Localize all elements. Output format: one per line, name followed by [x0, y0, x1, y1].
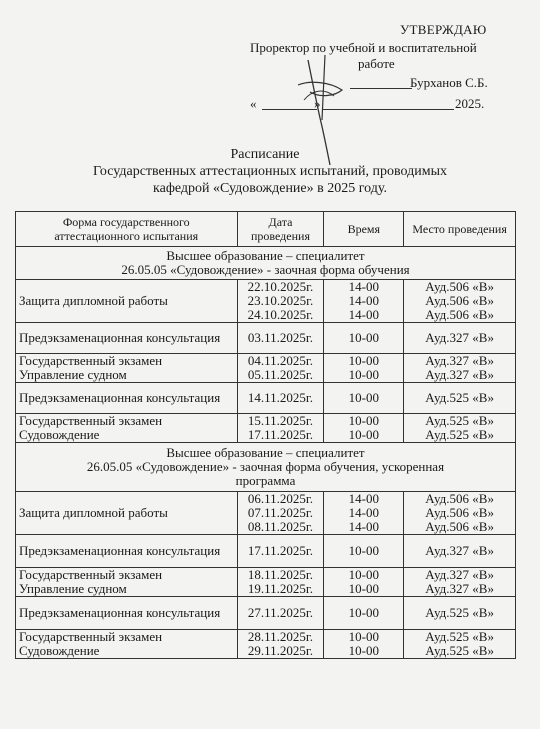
date-cell: 22.10.2025г. — [247, 279, 314, 294]
time-cell: 10-00 — [324, 323, 404, 354]
time-cell: 10-00 — [348, 581, 379, 596]
exam-label: Государственный экзамен — [19, 353, 163, 368]
time-cell: 10-00 — [348, 353, 379, 368]
place-cell: Ауд.327 «В» — [404, 323, 516, 354]
date-cell: 18.11.2025г. — [247, 567, 314, 582]
time-cell: 10-00 — [348, 427, 379, 442]
title-heading: Расписание — [230, 147, 300, 162]
table-row — [16, 354, 516, 383]
time-cell: 14-00 — [348, 491, 379, 506]
date-cell: 04.11.2025г. — [247, 353, 314, 368]
s1-exam2-label — [16, 414, 238, 443]
s1-exam2-times — [324, 414, 404, 443]
s2-exam1-times — [324, 568, 404, 597]
date-quote-close: » — [314, 96, 321, 111]
approver-position-line1: Проректор по учебной и воспитательной — [250, 40, 477, 55]
s1-defense-times — [324, 280, 404, 323]
date-cell: 23.10.2025г. — [247, 293, 314, 308]
place-cell: Ауд.525 «В» — [404, 597, 516, 630]
s1-exam1-dates — [237, 354, 324, 383]
table-header-row — [16, 212, 516, 247]
s2-exam2-label — [16, 630, 238, 659]
time-cell: 14-00 — [348, 307, 379, 322]
table-row — [16, 323, 516, 354]
date-cell: 28.11.2025г. — [247, 629, 314, 644]
section2-line1: Высшее образование – специалитет — [166, 445, 365, 460]
time-cell: 10-00 — [324, 597, 404, 630]
s1-defense-dates — [237, 280, 324, 323]
date-cell: 17.11.2025г. — [237, 535, 324, 568]
approver-position-line2: работе — [358, 56, 395, 71]
place-cell: Ауд.506 «В» — [425, 491, 494, 506]
exam-label: Государственный экзамен — [19, 629, 163, 644]
place-cell: Ауд.525 «В» — [425, 629, 494, 644]
s1-exam1-times — [324, 354, 404, 383]
place-cell: Ауд.506 «В» — [425, 505, 494, 520]
schedule-table — [15, 211, 516, 659]
date-cell: 15.11.2025г. — [247, 413, 314, 428]
place-cell: Ауд.525 «В» — [425, 643, 494, 658]
exam-subject: Судовождение — [19, 643, 100, 658]
time-cell: 14-00 — [348, 505, 379, 520]
date-cell: 06.11.2025г. — [247, 491, 314, 506]
document-title — [0, 146, 540, 197]
header-date: Дата проведения — [237, 212, 324, 247]
date-quote-open: « — [250, 96, 257, 111]
s2-exam1-label — [16, 568, 238, 597]
time-cell: 14-00 — [348, 519, 379, 534]
approved-label: УТВЕРЖДАЮ — [400, 22, 487, 37]
place-cell: Ауд.506 «В» — [425, 279, 494, 294]
place-cell: Ауд.327 «В» — [425, 581, 494, 596]
date-cell: 05.11.2025г. — [247, 367, 314, 382]
date-cell: 27.11.2025г. — [237, 597, 324, 630]
s1-exam1-label — [16, 354, 238, 383]
s1-exam2-dates — [237, 414, 324, 443]
section2-heading — [16, 443, 516, 492]
section-heading-row — [16, 247, 516, 280]
place-cell: Ауд.506 «В» — [425, 519, 494, 534]
date-cell: 03.11.2025г. — [237, 323, 324, 354]
date-cell: 07.11.2025г. — [247, 505, 314, 520]
title-line1: Государственных аттестационных испытаний, проводимых — [93, 164, 447, 179]
time-cell: 10-00 — [348, 629, 379, 644]
time-cell: 10-00 — [324, 535, 404, 568]
s2-consult1-label: Предэкзаменационная консультация — [16, 535, 238, 568]
s2-defense-times — [324, 492, 404, 535]
s2-exam2-dates — [237, 630, 324, 659]
section1-line1: Высшее образование – специалитет — [166, 248, 365, 263]
table-row — [16, 492, 516, 535]
date-cell: 17.11.2025г. — [247, 427, 314, 442]
place-cell: Ауд.525 «В» — [425, 413, 494, 428]
section1-heading — [16, 247, 516, 280]
time-cell: 10-00 — [348, 367, 379, 382]
section2-line2: 26.05.05 «Судовождение» - заочная форма обучения, ускоренная программа — [86, 459, 445, 488]
exam-subject: Управление судном — [19, 367, 127, 382]
s1-exam1-places — [404, 354, 516, 383]
approver-name: Бурханов С.Б. — [410, 75, 488, 90]
section1-line2: 26.05.05 «Судовождение» - заочная форма обучения — [121, 262, 410, 277]
approval-year: 2025. — [455, 96, 485, 111]
header-place: Место проведения — [404, 212, 516, 247]
place-cell: Ауд.525 «В» — [404, 383, 516, 414]
date-cell: 29.11.2025г. — [247, 643, 314, 658]
s1-consult1-label: Предэкзаменационная консультация — [16, 323, 238, 354]
place-cell: Ауд.327 «В» — [425, 367, 494, 382]
time-cell: 10-00 — [348, 413, 379, 428]
place-cell: Ауд.327 «В» — [404, 535, 516, 568]
time-cell: 10-00 — [348, 643, 379, 658]
date-cell: 14.11.2025г. — [237, 383, 324, 414]
place-cell: Ауд.327 «В» — [425, 353, 494, 368]
s1-consult2-label: Предэкзаменационная консультация — [16, 383, 238, 414]
header-form: Форма государственного аттестационного испытания — [16, 212, 238, 247]
exam-subject: Судовождение — [19, 427, 100, 442]
s2-exam2-places — [404, 630, 516, 659]
date-cell: 19.11.2025г. — [247, 581, 314, 596]
place-cell: Ауд.506 «В» — [425, 293, 494, 308]
table-row — [16, 280, 516, 323]
table-row — [16, 535, 516, 568]
section-heading-row — [16, 443, 516, 492]
date-cell: 24.10.2025г. — [247, 307, 314, 322]
exam-label: Государственный экзамен — [19, 413, 163, 428]
header-time: Время — [324, 212, 404, 247]
s2-exam2-times — [324, 630, 404, 659]
title-line2: кафедрой «Судовождение» в 2025 году. — [153, 181, 387, 196]
time-cell: 10-00 — [348, 567, 379, 582]
table-row — [16, 597, 516, 630]
place-cell: Ауд.506 «В» — [425, 307, 494, 322]
table-row — [16, 383, 516, 414]
s2-exam1-dates — [237, 568, 324, 597]
s1-exam2-places — [404, 414, 516, 443]
s1-defense-label: Защита дипломной работы — [16, 280, 238, 323]
s2-defense-places — [404, 492, 516, 535]
s1-defense-places — [404, 280, 516, 323]
place-cell: Ауд.327 «В» — [425, 567, 494, 582]
time-cell: 10-00 — [324, 383, 404, 414]
s2-defense-label: Защита дипломной работы — [16, 492, 238, 535]
exam-label: Государственный экзамен — [19, 567, 163, 582]
time-cell: 14-00 — [348, 279, 379, 294]
s2-defense-dates — [237, 492, 324, 535]
place-cell: Ауд.525 «В» — [425, 427, 494, 442]
signature-line — [350, 88, 412, 89]
exam-subject: Управление судном — [19, 581, 127, 596]
s2-consult2-label: Предэкзаменационная консультация — [16, 597, 238, 630]
table-row — [16, 568, 516, 597]
s2-exam1-places — [404, 568, 516, 597]
date-cell: 08.11.2025г. — [247, 519, 314, 534]
time-cell: 14-00 — [348, 293, 379, 308]
table-row — [16, 630, 516, 659]
table-row — [16, 414, 516, 443]
